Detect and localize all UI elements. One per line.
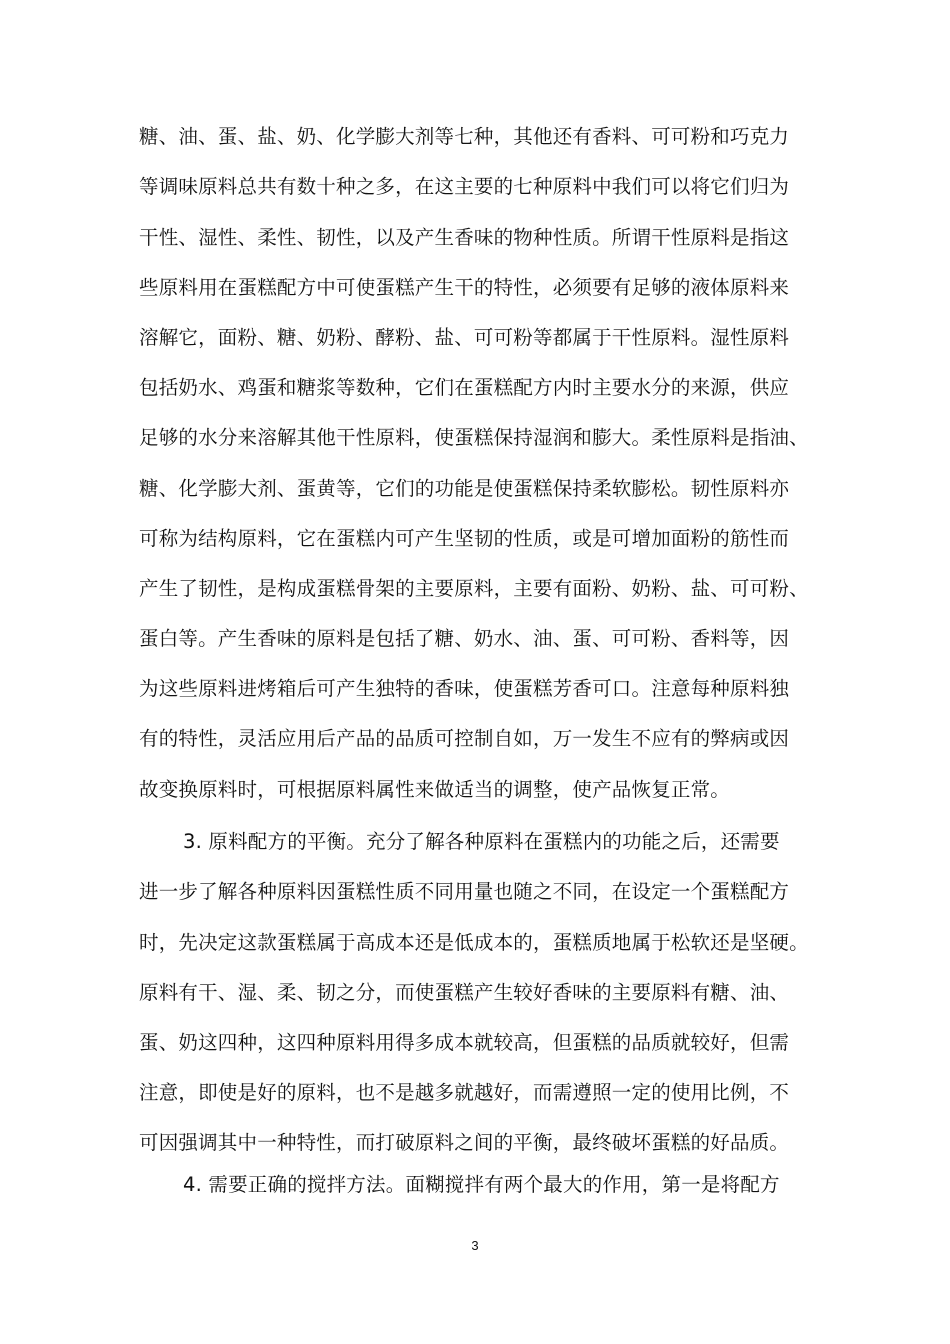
- text-line: 有的特性，灵活应用后产品的品质可控制自如，万一发生不应有的弊病或因: [139, 727, 790, 750]
- text-line: 故变换原料时，可根据原料属性来做适当的调整，使产品恢复正常。: [139, 778, 731, 801]
- text-line: 溶解它，面粉、糖、奶粉、酵粉、盐、可可粉等都属于干性原料。湿性原料: [139, 326, 790, 349]
- paragraph-4-first-line: 4. 需要正确的搅拌方法。面糊搅拌有两个最大的作用，第一是将配方: [183, 1173, 780, 1196]
- text-line: 包括奶水、鸡蛋和糖浆等数种，它们在蛋糕配方内时主要水分的来源，供应: [139, 376, 790, 399]
- text-line: 糖、化学膨大剂、蛋黄等，它们的功能是使蛋糕保持柔软膨松。韧性原料亦: [139, 477, 790, 500]
- text-line: 足够的水分来溶解其他干性原料，使蛋糕保持湿润和膨大。柔性原料是指油、: [139, 426, 809, 449]
- text-line: 产生了韧性，是构成蛋糕骨架的主要原料，主要有面粉、奶粉、盐、可可粉、: [139, 577, 809, 600]
- page-number: 3: [471, 1238, 479, 1253]
- text-line: 可称为结构原料，它在蛋糕内可产生坚韧的性质，或是可增加面粉的筋性而: [139, 527, 790, 550]
- text-line: 蛋白等。产生香味的原料是包括了糖、奶水、油、蛋、可可粉、香料等，因: [139, 627, 790, 650]
- text-line: 干性、湿性、柔性、韧性，以及产生香味的物种性质。所谓干性原料是指这: [139, 226, 790, 249]
- text-line: 可因强调其中一种特性，而打破原料之间的平衡，最终破坏蛋糕的好品质。: [139, 1131, 790, 1154]
- text-line: 等调味原料总共有数十种之多，在这主要的七种原料中我们可以将它们归为: [139, 175, 790, 198]
- text-line: 注意，即使是好的原料，也不是越多就越好，而需遵照一定的使用比例，不: [139, 1081, 790, 1104]
- text-line: 进一步了解各种原料因蛋糕性质不同用量也随之不同，在设定一个蛋糕配方: [139, 880, 790, 903]
- text-line: 糖、油、蛋、盐、奶、化学膨大剂等七种，其他还有香料、可可粉和巧克力: [139, 125, 790, 148]
- text-line: 为这些原料进烤箱后可产生独特的香味，使蛋糕芳香可口。注意每种原料独: [139, 677, 790, 700]
- text-line: 原料有干、湿、柔、韧之分，而使蛋糕产生较好香味的主要原料有糖、油、: [139, 981, 790, 1004]
- text-line: 些原料用在蛋糕配方中可使蛋糕产生干的特性，必须要有足够的液体原料来: [139, 276, 790, 299]
- paragraph-3-first-line: 3. 原料配方的平衡。充分了解各种原料在蛋糕内的功能之后，还需要: [183, 830, 780, 853]
- text-line: 时，先决定这款蛋糕属于高成本还是低成本的，蛋糕质地属于松软还是坚硬。: [139, 931, 809, 954]
- text-line: 蛋、奶这四种，这四种原料用得多成本就较高，但蛋糕的品质就较好，但需: [139, 1031, 790, 1054]
